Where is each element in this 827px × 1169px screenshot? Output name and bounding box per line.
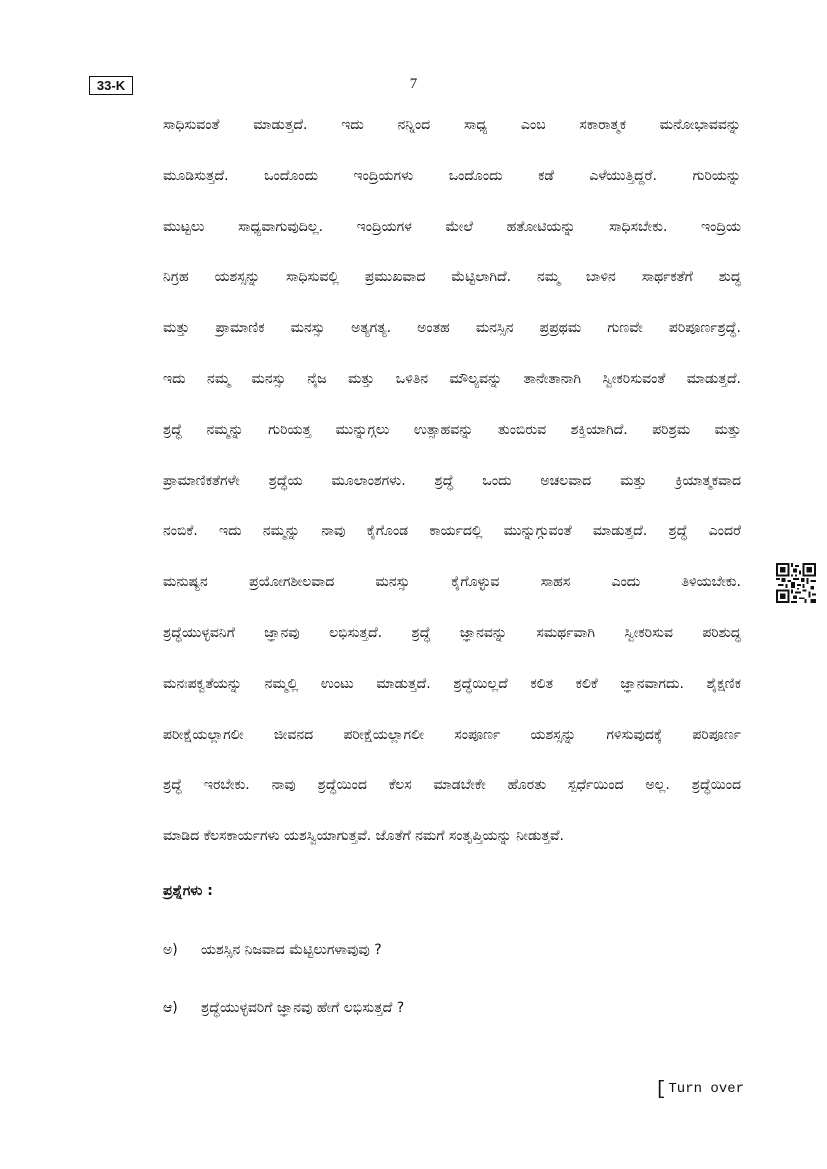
passage-line: ಶ್ರದ್ಧೆ ಇರಬೇಕು. ನಾವು ಶ್ರದ್ಧೆಯಿಂದ ಕೆಲಸ ಮಾಡಬೇಕೇ ಹೊರತು ಸ್ಪರ್ಧೆಯಿಂದ ಅಲ್ಲ. ಶ್ರದ್ಧೆಯಿಂದ	[163, 777, 741, 794]
turn-over-bracket: [	[655, 1078, 667, 1100]
passage-line: ಮತ್ತು ಪ್ರಾಮಾಣಿಕ ಮನಸ್ಸು ಅತ್ಯಗತ್ಯ. ಅಂತಹ ಮನಸ್ಸಿನ ಪ್ರಪ್ರಥಮ ಗುಣವೇ ಪರಿಪೂರ್ಣಶ್ರದ್ಧೆ.	[163, 320, 741, 337]
passage-line: ನಂಬಿಕೆ. ಇದು ನಮ್ಮನ್ನು ನಾವು ಕೈಗೊಂಡ ಕಾರ್ಯದಲ್ಲಿ ಮುನ್ನುಗ್ಗುವಂತೆ ಮಾಡುತ್ತದೆ. ಶ್ರದ್ಧೆ ಎಂದರೆ	[163, 523, 741, 540]
passage-text	[163, 108, 741, 870]
passage-line: ಮನುಷ್ಯನ ಪ್ರಯೋಗಶೀಲವಾದ ಮನಸ್ಸು ಕೈಗೊಳ್ಳುವ ಸಾಹಸ ಎಂದು ತಿಳಿಯಬೇಕು.	[163, 574, 741, 591]
question-text: ಯಶಸ್ಸಿನ ನಿಜವಾದ ಮೆಟ್ಟಿಲುಗಳಾವುವು ?	[201, 942, 382, 958]
passage-line: ಮಾಡಿದ ಕೆಲಸಕಾರ್ಯಗಳು ಯಶಸ್ವಿಯಾಗುತ್ತವೆ. ಜೊತೆಗೆ ನಮಗೆ ಸಂತೃಪ್ತಿಯನ್ನು ನೀಡುತ್ತವೆ.	[163, 828, 564, 845]
question-text: ಶ್ರದ್ಧೆಯುಳ್ಳವರಿಗೆ ಜ್ಞಾನವು ಹೇಗೆ ಲಭಿಸುತ್ತದೆ ?	[201, 1000, 405, 1016]
passage-line: ಶ್ರದ್ಧೆ ನಮ್ಮನ್ನು ಗುರಿಯತ್ತ ಮುನ್ನುಗ್ಗಲು ಉತ್ಸಾಹವನ್ನು ತುಂಬಿರುವ ಶಕ್ತಿಯಾಗಿದೆ. ಪರಿಶ್ರಮ ಮತ್ತು	[163, 421, 741, 438]
passage-line: ಶ್ರದ್ಧೆಯುಳ್ಳವನಿಗೆ ಜ್ಞಾನವು ಲಭಿಸುತ್ತದೆ. ಶ್ರದ್ಧೆ ಜ್ಞಾನವನ್ನು ಸಮರ್ಥವಾಗಿ ಸ್ವೀಕರಿಸುವ ಪರಿಶುದ್ಧ	[163, 624, 741, 641]
passage-line: ಮೂಡಿಸುತ್ತದೆ. ಒಂದೊಂದು ಇಂದ್ರಿಯಗಳು ಒಂದೊಂದು ಕಡೆ ಎಳೆಯುತ್ತಿದ್ದರೆ. ಗುರಿಯನ್ನು	[163, 167, 741, 184]
qr-code-icon	[776, 563, 816, 603]
passage-line: ಪರೀಕ್ಷೆಯಲ್ಲಾಗಲೀ ಜೀವನದ ಪರೀಕ್ಷೆಯಲ್ಲಾಗಲೀ ಸಂಪೂರ್ಣ ಯಶಸ್ಸನ್ನು ಗಳಿಸುವುದಕ್ಕೆ ಪರಿಪೂರ್ಣ	[163, 726, 741, 743]
question-item	[163, 1000, 404, 1016]
turn-over-note	[655, 1078, 744, 1100]
page-number: 7	[409, 76, 418, 92]
passage-line: ನಿಗ್ರಹ ಯಶಸ್ಸನ್ನು ಸಾಧಿಸುವಲ್ಲಿ ಪ್ರಮುಖವಾದ ಮೆಟ್ಟಿಲಾಗಿದೆ. ನಮ್ಮ ಬಾಳಿನ ಸಾರ್ಥಕತೆಗೆ ಶುದ್ಧ	[163, 269, 741, 286]
turn-over-label: Turn over	[668, 1081, 745, 1097]
paper-code-box: 33-K	[89, 76, 133, 95]
questions-heading: ಪ್ರಶ್ನೆಗಳು :	[163, 883, 213, 899]
passage-line: ಮನಃಪಕ್ವತೆಯನ್ನು ನಮ್ಮಲ್ಲಿ ಉಂಟು ಮಾಡುತ್ತದೆ. ಶ್ರದ್ಧೆಯಿಲ್ಲದೆ ಕಲಿತ ಕಲಿಕೆ ಜ್ಞಾನವಾಗದು. ಶೈಕ್ಷಣಿಕ	[163, 675, 741, 692]
question-number: ಆ)	[163, 1000, 178, 1016]
question-item	[163, 942, 382, 958]
passage-line: ಪ್ರಾಮಾಣಿಕತೆಗಳೇ ಶ್ರದ್ಧೆಯ ಮೂಲಾಂಶಗಳು. ಶ್ರದ್ಧೆ ಒಂದು ಅಚಲವಾದ ಮತ್ತು ಕ್ರಿಯಾತ್ಮಕವಾದ	[163, 472, 741, 489]
passage-line: ಸಾಧಿಸುವಂತೆ ಮಾಡುತ್ತದೆ. ಇದು ನನ್ನಿಂದ ಸಾಧ್ಯ ಎಂಬ ಸಕಾರಾತ್ಮಕ ಮನೋಭಾವವನ್ನು	[163, 117, 741, 133]
passage-line: ಮುಟ್ಟಲು ಸಾಧ್ಯವಾಗುವುದಿಲ್ಲ. ಇಂದ್ರಿಯಗಳ ಮೇಲೆ ಹತೋಟಿಯನ್ನು ಸಾಧಿಸಬೇಕು. ಇಂದ್ರಿಯ	[163, 218, 741, 235]
passage-line: ಇದು ನಮ್ಮ ಮನಸ್ಸು ನೈಜ ಮತ್ತು ಒಳಿತಿನ ಮೌಲ್ಯವನ್ನು ತಾನೇತಾನಾಗಿ ಸ್ವೀಕರಿಸುವಂತೆ ಮಾಡುತ್ತದೆ.	[163, 370, 741, 387]
question-number: ಅ)	[163, 942, 178, 958]
